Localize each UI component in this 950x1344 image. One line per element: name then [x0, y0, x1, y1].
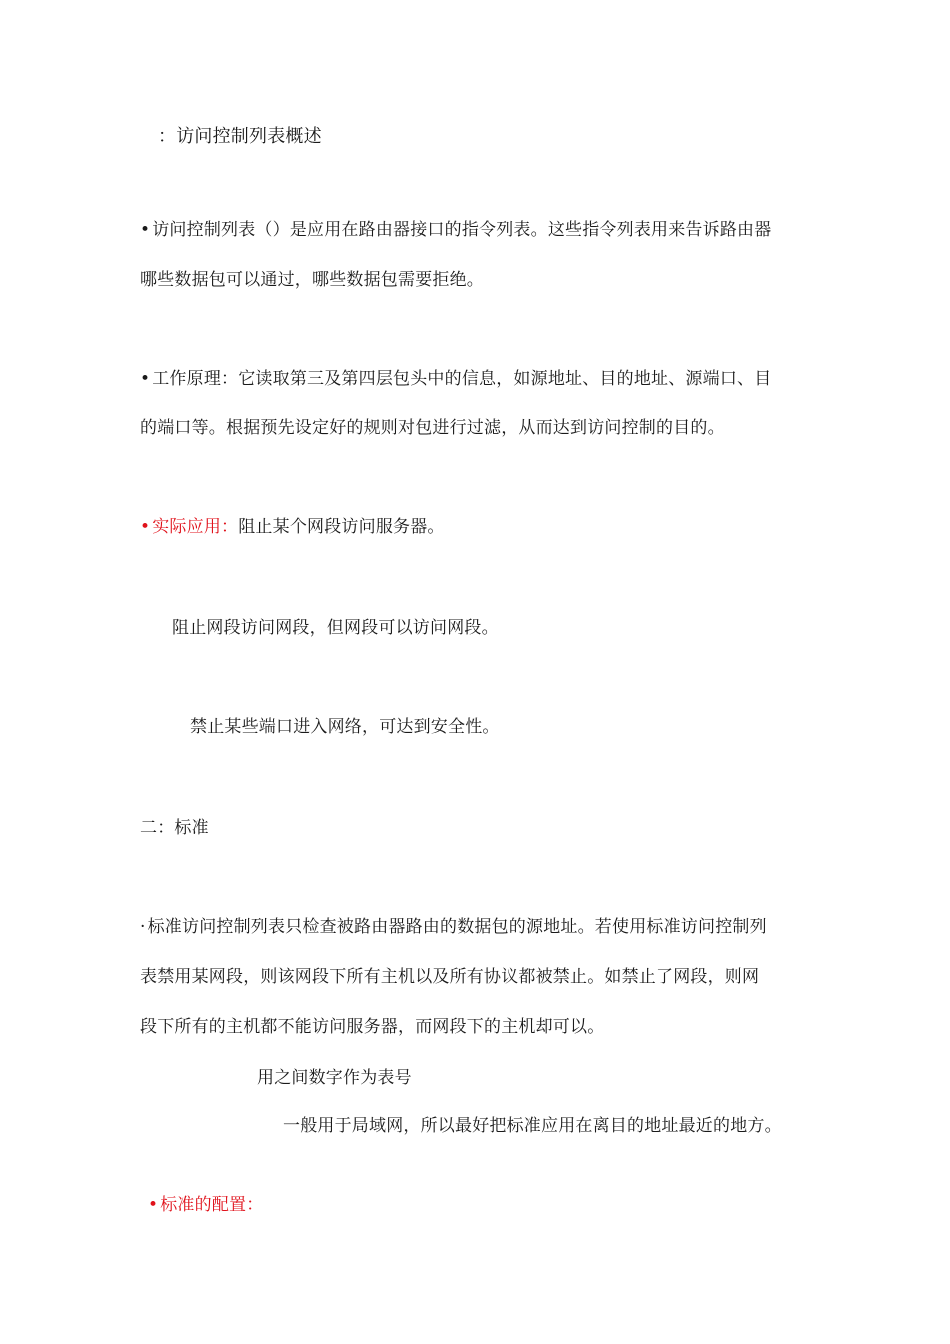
principle-text-1: 工作原理：它读取第三及第四层包头中的信息，如源地址、目的地址、源端口、目 — [152, 369, 772, 389]
standard-description-text-1: 标准访问控制列表只检查被路由器路由的数据包的源地址。若使用标准访问控制列 — [147, 917, 767, 937]
definition-line-1 — [140, 219, 771, 241]
standard-config-heading — [148, 1194, 263, 1216]
definition-text-1: 访问控制列表（）是应用在路由器接口的指令列表。这些指令列表用来告诉路由器 — [152, 220, 772, 240]
standard-description-line-2: 表禁用某网段，则该网段下所有主机以及所有协议都被禁止。如禁止了网段，则网 — [140, 967, 760, 987]
application-label: 实际应用： — [152, 517, 239, 537]
principle-line-2: 的端口等。根据预先设定好的规则对包进行过滤，从而达到访问控制的目的。 — [140, 418, 725, 438]
bullet-icon: · — [140, 917, 146, 937]
example-line-1: 阻止网段访问网段，但网段可以访问网段。 — [172, 618, 499, 638]
section2-heading: 二：标准 — [140, 818, 209, 838]
bullet-icon: • — [140, 220, 151, 240]
example-line-2: 禁止某些端口进入网络，可达到安全性。 — [190, 717, 500, 737]
usage-note: 一般用于局域网，所以最好把标准应用在离目的地址最近的地方。 — [283, 1116, 782, 1136]
section1-heading: ：访问控制列表概述 — [158, 126, 322, 147]
standard-description-line-3: 段下所有的主机都不能访问服务器，而网段下的主机却可以。 — [140, 1017, 605, 1037]
bullet-icon: • — [148, 1195, 159, 1215]
bullet-icon: • — [140, 369, 151, 389]
application-text: 阻止某个网段访问服务器。 — [238, 517, 445, 537]
principle-line-1 — [140, 368, 771, 390]
table-number-note: 用之间数字作为表号 — [257, 1068, 412, 1088]
application-line — [140, 516, 445, 538]
standard-config-label: 标准的配置： — [160, 1195, 264, 1215]
bullet-icon: • — [140, 517, 151, 537]
standard-description-line-1 — [140, 916, 767, 938]
definition-line-2: 哪些数据包可以通过，哪些数据包需要拒绝。 — [140, 270, 484, 290]
